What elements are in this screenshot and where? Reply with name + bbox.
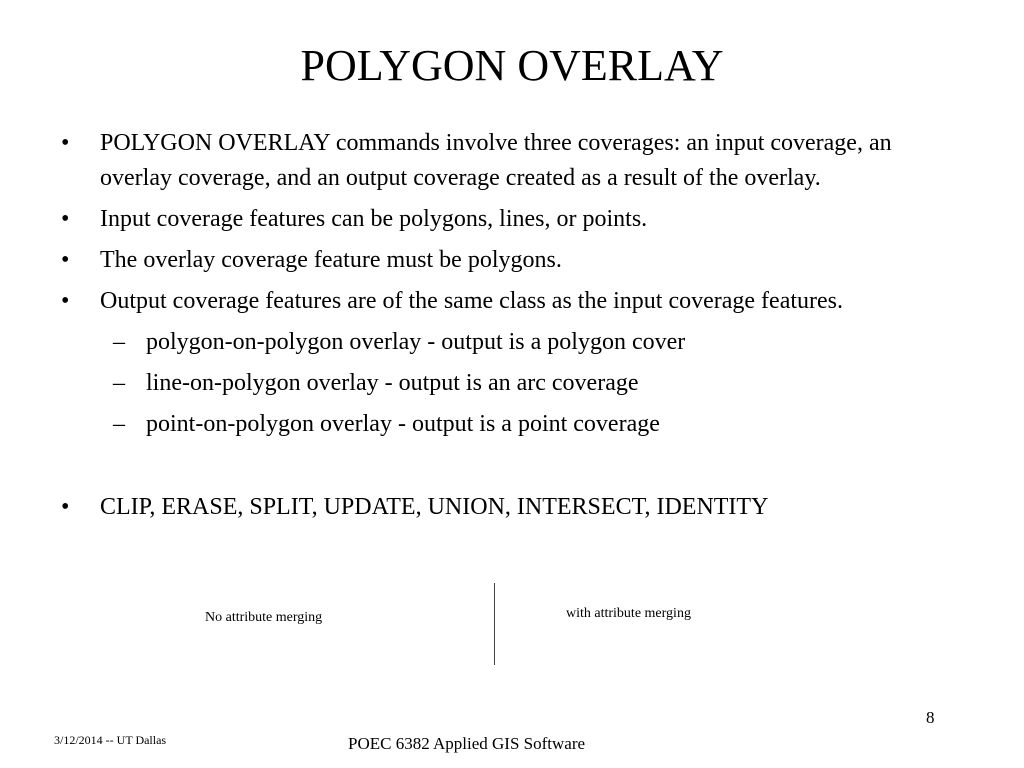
footer-date: 3/12/2014 -- UT Dallas [54,733,167,747]
divider-line [494,583,495,665]
note-no-attribute-merging: No attribute merging [205,610,323,625]
bullet-item: • Output coverage features are of the same class as the input coverage features. [100,284,950,319]
sub-bullet-item: – point-on-polygon overlay - output is a point coverage [100,407,950,442]
note-with-attribute-merging: with attribute merging [566,606,691,621]
sub-bullet-item: – line-on-polygon overlay - output is an arc coverage [100,366,950,401]
bullet-item: • Input coverage features can be polygons, lines, or points. [100,202,950,237]
bullet-item: • The overlay coverage feature must be polygons. [100,243,950,278]
page-number: 8 [926,708,935,727]
bullet-list [100,126,950,525]
footer-course: POEC 6382 Applied GIS Software [348,734,586,753]
bullet-item: • POLYGON OVERLAY commands involve three coverages: an input coverage, an overlay coverage, and an output coverage created as a result of the overlay. [100,126,950,196]
slide-title: POLYGON OVERLAY [300,41,724,90]
sub-bullet-item: – polygon-on-polygon overlay - output is a polygon cover [100,325,950,360]
bullet-item: • CLIP, ERASE, SPLIT, UPDATE, UNION, INTERSECT, IDENTITY [100,490,950,525]
